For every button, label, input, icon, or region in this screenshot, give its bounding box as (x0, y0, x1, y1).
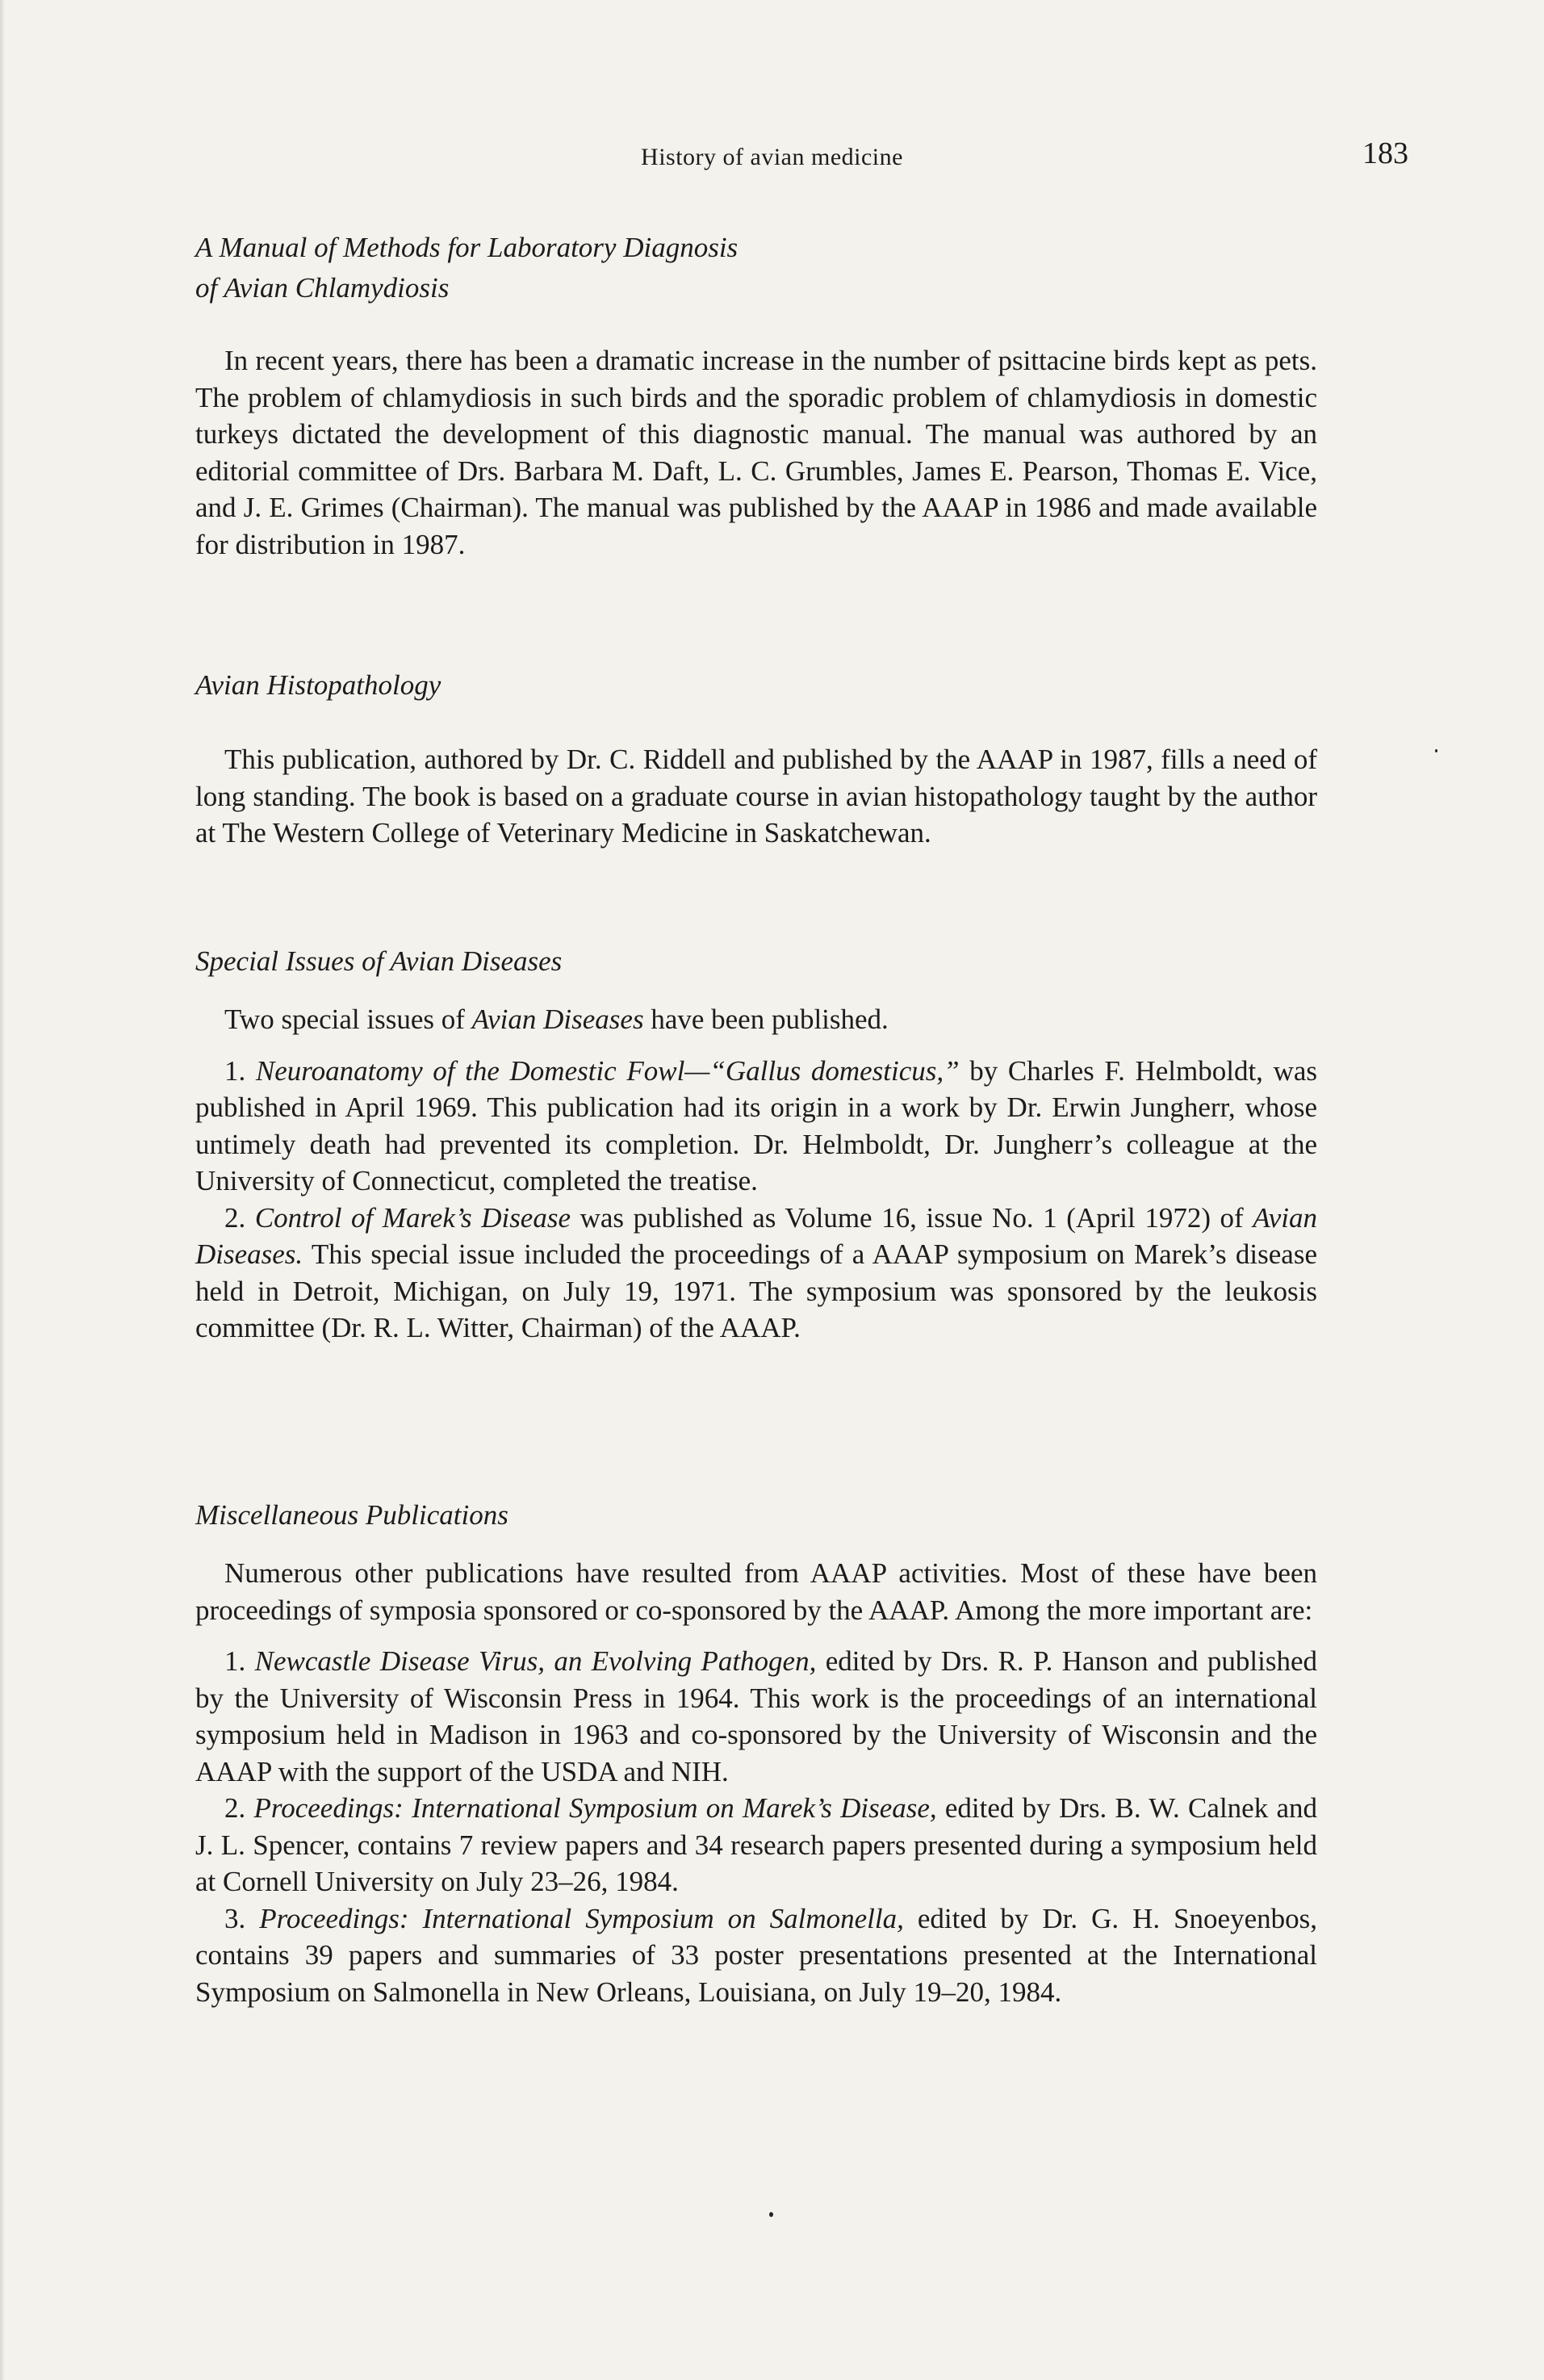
item-number: 1. (224, 1054, 256, 1087)
item-title: Proceedings: International Symposium on Salmonella, (259, 1902, 904, 1934)
scan-edge (0, 0, 5, 2380)
item-text: edited by Drs. B. W. Calnek and J. L. Spencer, contains 7 review papers and 34 research papers presented during a symposium held at Cornell University on July 23–26, 1984. (195, 1792, 1317, 1897)
item-title: Newcastle Disease Virus, an Evolving Pathogen, (254, 1645, 817, 1677)
section-special-issues (195, 941, 1317, 1347)
section-heading: Avian Histopathology (195, 669, 441, 701)
running-title: History of avian medicine (641, 144, 903, 170)
list-item (195, 1900, 1317, 2011)
section-heading: Miscellaneous Publications (195, 1499, 508, 1531)
paragraph: Numerous other publications have resulted from AAAP activities. Most of these have been proceedings of symposia sponsored or co-sponsored by the AAAP. Among the more important are: (195, 1557, 1317, 1626)
journal-title: Avian Diseases (471, 1004, 644, 1035)
section-chlamydiosis-manual (195, 228, 1317, 563)
page-number: 183 (1362, 136, 1408, 170)
item-text: edited by Drs. R. P. Hanson and published by the University of Wisconsin Press in 1964. This work is the proceedings of an international symposium held in Madison in 1963 and co-sponsored by the University of Wisconsin and the AAAP with the support of the USDA and NIH. (195, 1645, 1317, 1787)
intro-text-end: have been published. (643, 1004, 889, 1035)
section-heading-line2: of Avian Chlamydiosis (195, 272, 450, 304)
section-heading: Special Issues of Avian Diseases (195, 945, 563, 977)
paragraph: This publication, authored by Dr. C. Riddell and published by the AAAP in 1987, fills a need of long standing. The book is based on a graduate course in avian histopathology taught by the author at The Western College of Veterinary Medicine in Saskatchewan. (195, 744, 1317, 849)
item-title: Proceedings: International Symposium on Marek’s Disease, (253, 1792, 937, 1824)
item-number: 2. (224, 1201, 255, 1234)
paragraph-intro (195, 1001, 1317, 1038)
item-text: by Charles F. Helmboldt, was published in April 1969. This publication had its origin in a work by Dr. Erwin Jungherr, whose untimely death had prevented its completion. Dr. Helmboldt, Dr. Jungherr’s colleague at the University of Connecticut, completed the treatise. (195, 1054, 1317, 1196)
item-number: 3. (224, 1902, 260, 1934)
section-heading: A Manual of Methods for Laboratory Diagnosis (195, 232, 739, 263)
item-title: Neuroanatomy of the Domestic Fowl—“Gallus domesticus,” (255, 1054, 960, 1087)
journal-title: Avian Diseases. (195, 1201, 1317, 1270)
item-title: Control of Marek’s Disease (254, 1201, 571, 1234)
item-text-end: This special issue included the proceedings of a AAAP symposium on Marek’s disease held in Detroit, Michigan, on July 19, 1971. The symposium was sponsored by the leukosis committee (Dr. R. L. Witter, Chairman) of the AAAP. (195, 1238, 1317, 1343)
list-item (195, 1053, 1317, 1200)
item-text: edited by Dr. G. H. Snoeyenbos, contains 39 papers and summaries of 33 poster presentations presented at the International Symposium on Salmonella in New Orleans, Louisiana, on July 19–20, 1984. (195, 1902, 1317, 2008)
item-number: 2. (224, 1792, 254, 1824)
paragraph: In recent years, there has been a dramatic increase in the number of psittacine birds kept as pets. The problem of chlamydiosis in such birds and the sporadic problem of chlamydiosis in domestic turkeys dictated the development of this diagnostic manual. The manual was authored by an editorial committee of Drs. Barbara M. Daft, L. C. Grumbles, James E. Pearson, Thomas E. Vice, and J. E. Grimes (Chairman). The manual was published by the AAAP in 1986 and made available for distribution in 1987. (195, 345, 1317, 560)
item-number: 1. (224, 1645, 255, 1677)
scan-speck (1435, 749, 1437, 752)
scan-speck (769, 2212, 773, 2217)
section-avian-histopathology (195, 665, 1317, 852)
list-item (195, 1790, 1317, 1900)
intro-text: Two special issues of (224, 1004, 472, 1035)
section-miscellaneous-publications (195, 1495, 1317, 2010)
list-item (195, 1643, 1317, 1790)
item-text: was published as Volume 16, issue No. 1 (April 1972) of (571, 1201, 1253, 1234)
list-item (195, 1200, 1317, 1347)
